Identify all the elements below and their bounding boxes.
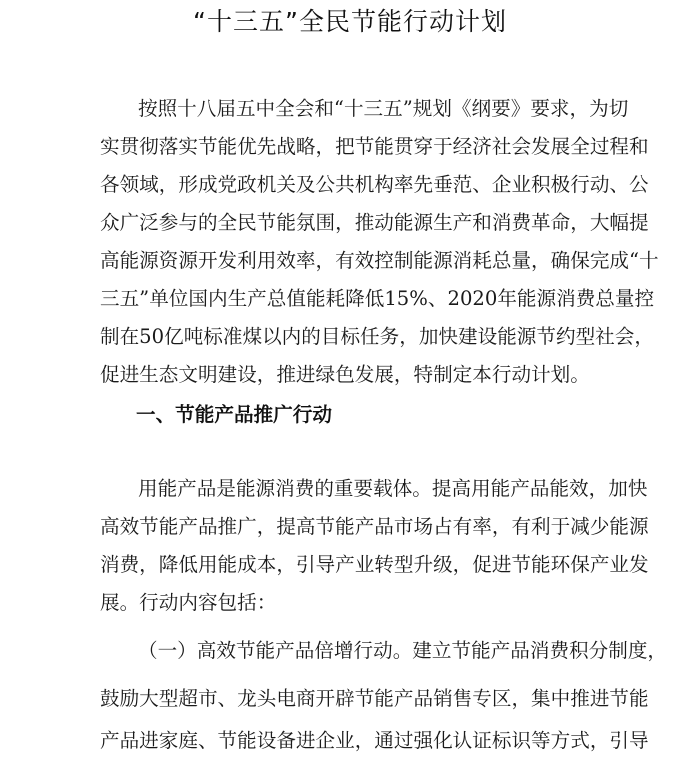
subsection-line-2: 鼓励大型超市、龙头电商开辟节能产品销售专区，集中推进节能 [100, 687, 649, 710]
intro-line-5: 高能源资源开发利用效率，有效控制能源消耗总量，确保完成“十 [100, 249, 659, 272]
section-heading: 一、节能产品推广行动 [136, 403, 332, 426]
subsection-line-3: 产品进家庭、节能设备进企业，通过强化认证标识等方式，引导 [100, 729, 649, 752]
intro-line-3: 各领域，形成党政机关及公共机构率先垂范、企业积极行动、公 [100, 173, 649, 196]
section-line-2: 高效节能产品推广，提高节能产品市场占有率，有利于减少能源 [100, 515, 649, 538]
intro-line-2: 实贯彻落实节能优先战略，把节能贯穿于经济社会发展全过程和 [100, 135, 649, 158]
intro-line-1: 按照十八届五中全会和“十三五”规划《纲要》要求，为切 [138, 97, 629, 120]
subsection-line-1: （一）高效节能产品倍增行动。建立节能产品消费积分制度， [138, 639, 668, 662]
document-title: “十三五”全民节能行动计划 [193, 7, 507, 36]
intro-line-7: 制在50亿吨标准煤以内的目标任务，加快建设能源节约型社会， [100, 325, 654, 348]
intro-line-8: 促进生态文明建设，推进绿色发展，特制定本行动计划。 [100, 363, 590, 386]
intro-line-4: 众广泛参与的全民节能氛围，推动能源生产和消费革命，大幅提 [100, 211, 649, 234]
intro-line-6: 三五”单位国内生产总值能耗降低15%、2020年能源消费总量控 [100, 287, 655, 310]
section-line-1: 用能产品是能源消费的重要载体。提高用能产品能效，加快 [138, 477, 648, 500]
section-line-3: 消费，降低用能成本，引导产业转型升级，促进节能环保产业发 [100, 553, 649, 576]
section-line-4: 展。行动内容包括： [100, 591, 277, 614]
